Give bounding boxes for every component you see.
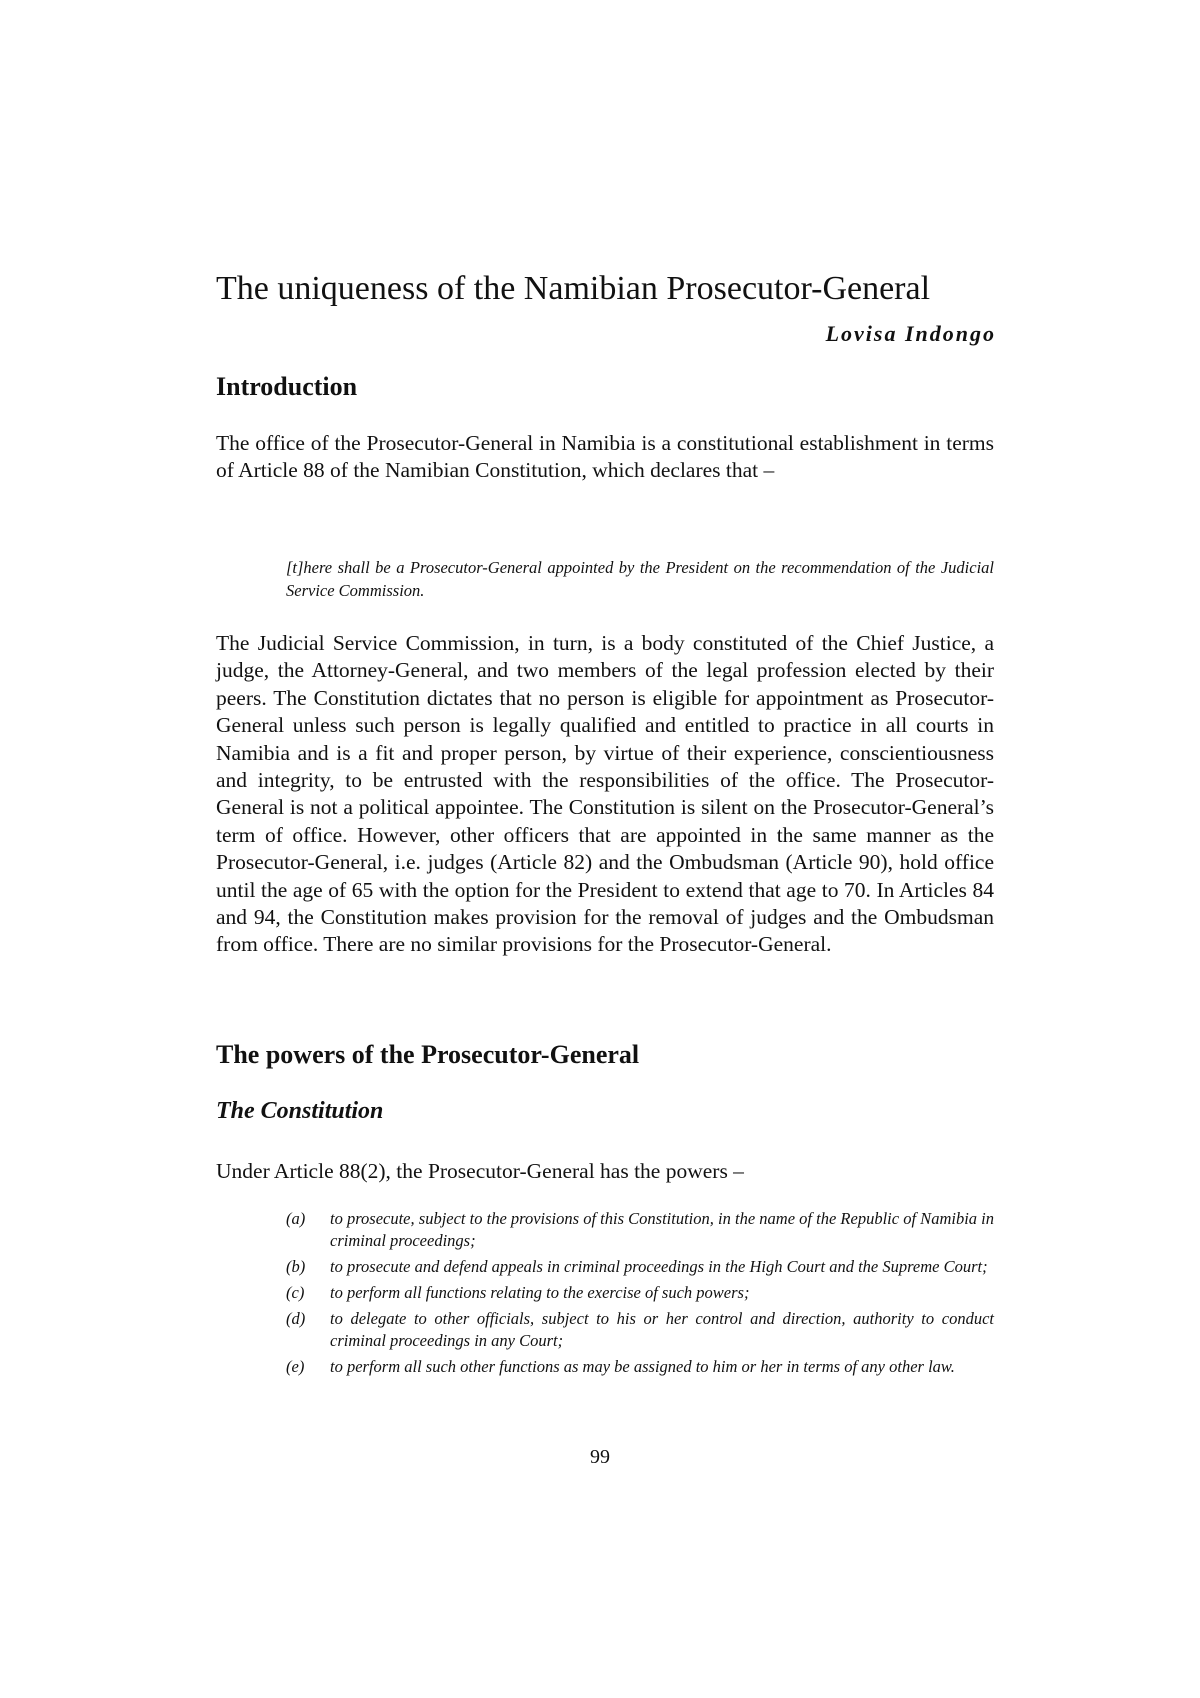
intro-paragraph-1: The office of the Prosecutor-General in Namibia is a constitutional establishment in terms of Article 88 of the Namibian Constitution, which declares that –: [216, 431, 994, 483]
powers-list: [286, 1208, 994, 1382]
subheading-constitution: The Constitution: [216, 1098, 384, 1124]
list-item-text: to perform all functions relating to the exercise of such powers;: [330, 1283, 750, 1302]
intro-paragraph-2: The Judicial Service Commission, in turn, is a body constituted of the Chief Justice, a judge, the Attorney-General, and two members of the legal profession elected by their peers. The Constitution dictates that no person is eligible for appointment as Prosecutor-General unless such person is legally qualified and entitled to practice in all courts in Namibia and is a fit and proper person, by virtue of their experience, conscientiousness and integrity, to be entrusted with the responsibilities of the office. The Prosecutor-General is not a political appointee. The Constitution is silent on the Prosecutor-General’s term of office. However, other officers that are appointed in the same manner as the Prosecutor-General, i.e. judges (Article 82) and the Ombudsman (Article 90), hold office until the age of 65 with the option for the President to extend that age to 70. In Articles 84 and 94, the Constitution makes provision for the removal of judges and the Ombudsman from office. There are no similar provisions for the Prosecutor-General.: [216, 631, 994, 957]
constitution-quote: [t]here shall be a Prosecutor-General appointed by the President on the recommendation of the Judicial Service Commission.: [286, 558, 994, 600]
list-item: [286, 1356, 994, 1378]
document-title: The uniqueness of the Namibian Prosecutor-General: [216, 270, 931, 307]
list-item: [286, 1282, 994, 1304]
powers-intro: Under Article 88(2), the Prosecutor-General has the powers –: [216, 1159, 744, 1183]
list-item: [286, 1208, 994, 1252]
list-marker: (e): [286, 1357, 305, 1376]
author-name: Lovisa Indongo: [825, 321, 996, 346]
heading-powers: The powers of the Prosecutor-General: [216, 1040, 640, 1069]
list-marker: (a): [286, 1209, 306, 1228]
list-item-text: to prosecute, subject to the provisions of this Constitution, in the name of the Republic of Namibia in criminal proceedings;: [330, 1209, 994, 1250]
list-item-text: to prosecute and defend appeals in criminal proceedings in the High Court and the Supreme Court;: [330, 1257, 988, 1276]
list-item-text: to delegate to other officials, subject to his or her control and direction, authority to conduct criminal proceedings in any Court;: [330, 1309, 994, 1350]
list-marker: (b): [286, 1257, 306, 1276]
page-number: 99: [590, 1446, 610, 1468]
list-marker: (d): [286, 1309, 306, 1328]
list-marker: (c): [286, 1283, 305, 1302]
heading-introduction: Introduction: [216, 372, 358, 401]
list-item-text: to perform all such other functions as may be assigned to him or her in terms of any other law.: [330, 1357, 955, 1376]
list-item: [286, 1308, 994, 1352]
list-item: [286, 1256, 994, 1278]
